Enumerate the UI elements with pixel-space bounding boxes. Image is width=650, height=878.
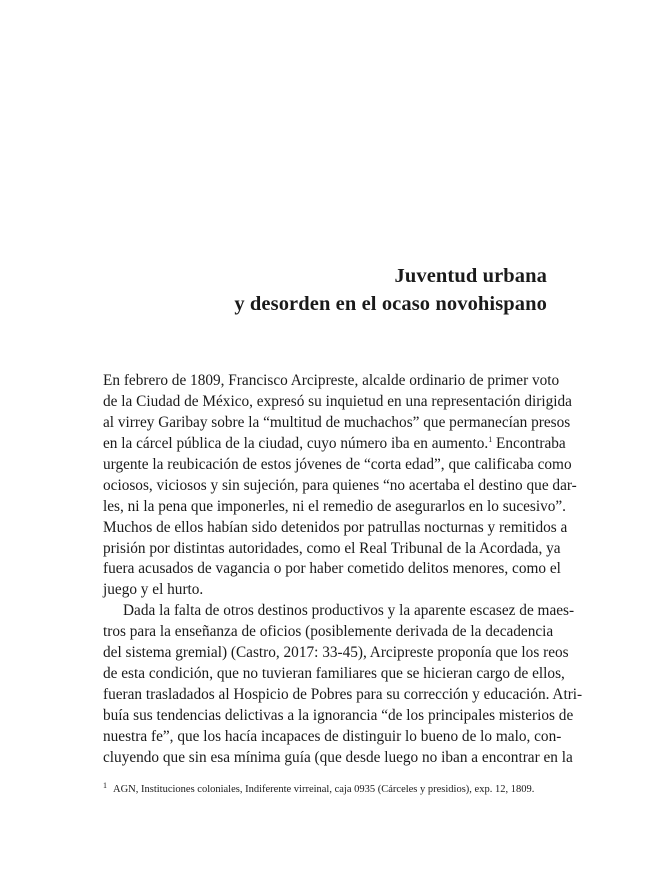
footnote-text: AGN, Instituciones coloniales, Indiferente virreinal, caja 0935 (Cárceles y presidios), exp. 12, 1809.: [113, 784, 535, 795]
paragraph-line: Dada la falta de otros destinos productivos y la aparente escasez de maes-: [123, 602, 575, 620]
paragraph-line: tros para la enseñanza de oficios (posiblemente derivada de la decadencia: [103, 623, 554, 641]
paragraph-line: les, ni la pena que imponerles, ni el remedio de asegurarlos en lo sucesivo”.: [103, 497, 567, 515]
paragraph-line: [103, 434, 566, 455]
paragraph-line: prisión por distintas autoridades, como el Real Tribunal de la Acordada, ya: [103, 539, 561, 557]
paragraph-line: nuestra fe”, que los hacía incapaces de distinguir lo bueno de lo malo, con-: [103, 727, 562, 745]
chapter-title-line-1: Juventud urbana: [394, 265, 547, 287]
paragraph-line: al virrey Garibay sobre la “multitud de muchachos” que permanecían presos: [103, 413, 571, 431]
paragraph-line: de la Ciudad de México, expresó su inquietud en una representación dirigida: [103, 392, 572, 410]
footnote-reference: 1: [488, 434, 493, 444]
paragraph-line-text: Encontraba: [492, 434, 566, 452]
chapter-title-line-2: y desorden en el ocaso novohispano: [234, 293, 547, 315]
paragraph-line: fueran trasladados al Hospicio de Pobres para su corrección y educación. Atri-: [103, 686, 583, 704]
paragraph-line: ociosos, viciosos y sin sujeción, para quienes “no acertaba el destino que dar-: [103, 476, 577, 494]
paragraph-line: urgente la reubicación de estos jóvenes de “corta edad”, que calificaba como: [103, 455, 572, 473]
paragraph-line: buía sus tendencias delictivas a la ignorancia “de los principales misterios de: [103, 707, 574, 724]
body-text: [103, 371, 583, 769]
paragraph-line: Muchos de ellos habían sido detenidos por patrullas nocturnas y remitidos a: [103, 518, 568, 536]
paragraph-line: del sistema gremial) (Castro, 2017: 33-45), Arcipreste proponía que los reos: [103, 644, 569, 662]
footnote-number: 1: [103, 781, 107, 790]
paragraph-line: fuera acusados de vagancia o por haber cometido delitos menores, como el: [103, 560, 561, 578]
paragraph-line: En febrero de 1809, Francisco Arcipreste, alcalde ordinario de primer voto: [103, 372, 560, 389]
footnote: [103, 779, 543, 797]
chapter-title: [234, 262, 547, 318]
paragraph-line: juego y el hurto.: [103, 581, 204, 599]
paragraph-line: cluyendo que sin esa mínima guía (que desde luego no iban a encontrar en la: [103, 748, 573, 766]
paragraph-line-text: en la cárcel pública de la ciudad, cuyo número iba en aumento.: [103, 434, 489, 452]
paragraph-line: de esta condición, que no tuvieran familiares que se hicieran cargo de ellos,: [103, 665, 565, 683]
